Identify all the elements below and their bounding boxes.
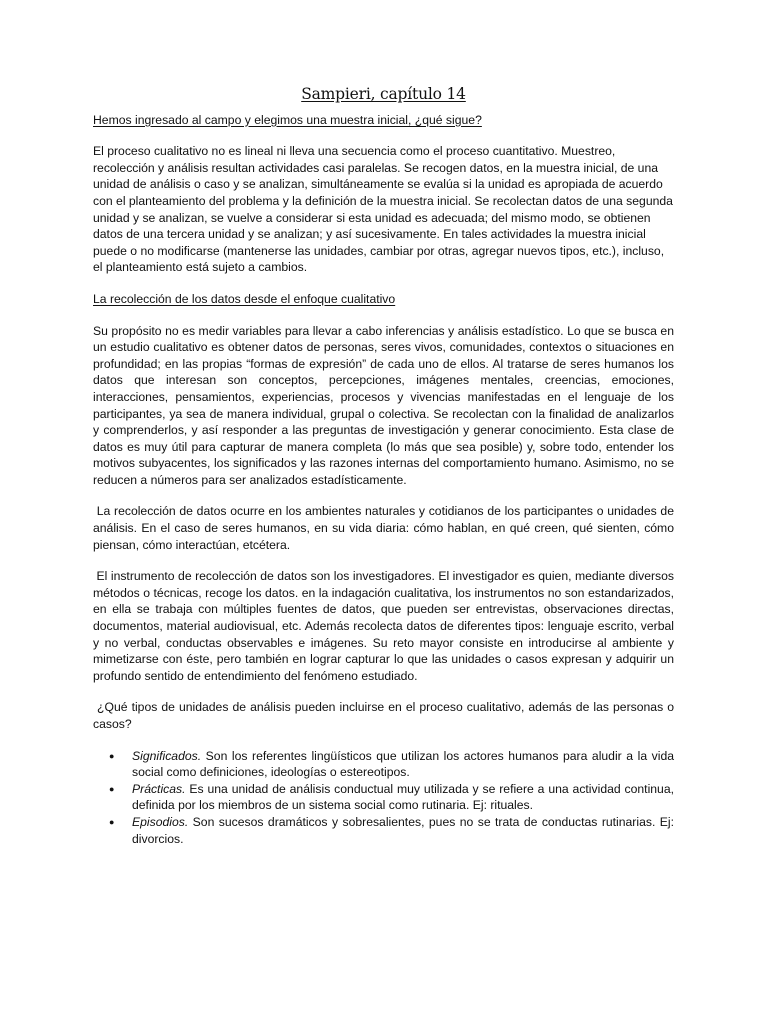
list-item-term: Prácticas. — [132, 781, 186, 796]
list-item — [109, 748, 674, 781]
list-item-term: Episodios. — [132, 814, 189, 829]
paragraph-instrumento: El instrumento de recolección de datos son los investigadores. El investigador es quien, mediante diversos métodos o técnicas, recoge los datos. en la indagación cualitativa, los instrumentos no son estandarizados, en ella se trabaja con múltiples fuentes de datos, que pueden ser entrevistas, observaciones directas, documentos, material audiovisual, etc. Además recolecta datos de diferentes tipos: lenguaje escrito, verbal y no verbal, conductas observables e imágenes. Su reto mayor consiste en introducirse al ambiente y mimetizarse con éste, pero también en lograr capturar lo que las unidades o casos expresan y adquirir un profundo sentido de entendimiento del fenómeno estudiado. — [93, 569, 678, 683]
page-title: Sampieri, capítulo 14 — [301, 85, 466, 103]
bullet-icon: ● — [109, 783, 115, 794]
list-item-text: Es una unidad de análisis conductual muy utilizada y se refiere a una actividad continua, definida por los miembros de un sistema social como rutinaria. Ej: rituales. — [132, 781, 674, 813]
bullet-icon: ● — [109, 750, 115, 761]
bullet-icon: ● — [109, 816, 115, 827]
paragraph-ambientes: La recolección de datos ocurre en los ambientes naturales y cotidianos de los participantes o unidades de análisis. En el caso de seres humanos, en su vida diaria: cómo hablan, en qué creen, qué sienten, cómo piensan, cómo interactúan, etcétera. — [93, 504, 678, 552]
unit-types-list — [93, 748, 674, 848]
paragraph-proceso-cualitativo: El proceso cualitativo no es lineal ni lleva una secuencia como el proceso cuantitativo. Muestreo, recolección y análisis resultan actividades casi paralelas. Se recogen datos, en la muestra inicial, de una unidad de análisis o caso y se analizan, simultáneamente se evalúa si la unidad es apropiada de acuerdo con el planteamiento del problema y la definición de la muestra inicial. Se recolectan datos de una segunda unidad y se analizan, se vuelve a considerar si esta unidad es adecuada; del mismo modo, se obtienen datos de una tercera unidad y se analizan; y así sucesivamente. En tales actividades la muestra inicial puede o no modificarse (mantenerse las unidades, cambiar por otras, agregar nuevos tipos, etc.), incluso, el planteamiento está sujeto a cambios. — [93, 144, 673, 275]
list-item — [109, 814, 674, 847]
paragraph-proposito: Su propósito no es medir variables para llevar a cabo inferencias y análisis estadístico. Lo que se busca en un estudio cualitativo es obtener datos de personas, seres vivos, comunidades, contextos o situaciones en profundidad; en las propias “formas de expresión” de cada uno de ellos. Al tratarse de seres humanos los datos que interesan son conceptos, percepciones, imágenes mentales, creencias, emociones, interacciones, pensamientos, experiencias, procesos y vivencias manifestadas en el lenguaje de los participantes, ya sea de manera individual, grupal o colectiva. Se recolectan con la finalidad de analizarlos y comprenderlos, y así responder a las preguntas de investigación y generar conocimiento. Esta clase de datos es muy útil para capturar de manera completa (lo más que sea posible) y, sobre todo, entender los motivos subyacentes, los significados y las razones internas del comportamiento humano. Asimismo, no se reducen a números para ser analizados estadísticamente. — [93, 323, 674, 487]
list-item-text: Son sucesos dramáticos y sobresalientes, pues no se trata de conductas rutinarias. Ej: divorcios. — [132, 814, 674, 846]
document-body — [93, 85, 678, 847]
list-item-term: Significados. — [132, 748, 202, 763]
list-item — [109, 781, 674, 814]
section-heading-recoleccion: La recolección de los datos desde el enfoque cualitativo — [93, 291, 396, 306]
paragraph-pregunta-unidades: ¿Qué tipos de unidades de análisis pueden incluirse en el proceso cualitativo, además de las personas o casos? — [93, 700, 678, 731]
list-item-text: Son los referentes lingüísticos que utilizan los actores humanos para aludir a la vida social como definiciones, ideologías o estereotipos. — [132, 748, 674, 780]
section-heading-muestra: Hemos ingresado al campo y elegimos una muestra inicial, ¿qué sigue? — [93, 112, 482, 127]
